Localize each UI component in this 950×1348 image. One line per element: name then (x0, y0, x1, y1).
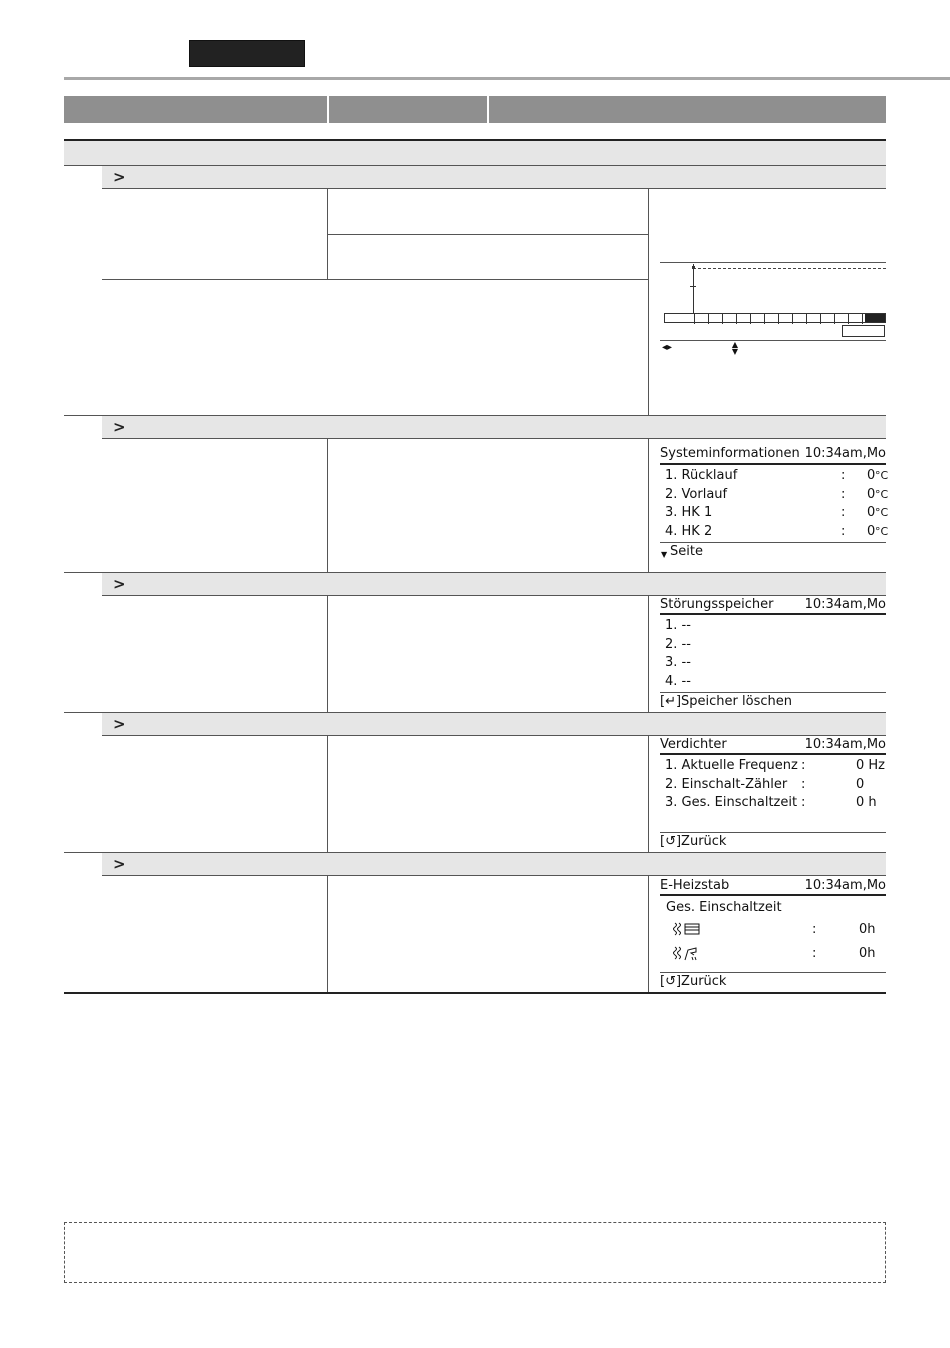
table-header-divider (327, 96, 329, 123)
screen-title: E-Heizstab (660, 878, 730, 893)
screen-time: 10:34am,Mo (804, 446, 886, 461)
col-divider (327, 875, 328, 992)
chevron-right-icon: > (113, 855, 126, 873)
arrow-down-icon: ▼ (661, 550, 668, 559)
screen-footer: [↵]Speicher löschen (660, 694, 792, 709)
table-header (64, 96, 886, 123)
row-rule (102, 279, 648, 280)
category-row (64, 141, 886, 165)
col-divider (648, 595, 649, 712)
section-row-5 (102, 853, 886, 875)
col-divider (648, 188, 649, 415)
col-divider (648, 438, 649, 572)
list-item: 1. Rücklauf : 0 °C (665, 468, 889, 483)
screen-time: 10:34am,Mo (804, 597, 886, 612)
screen-title: Systeminformationen (660, 446, 800, 461)
col-divider (648, 735, 649, 852)
chevron-right-icon: > (113, 575, 126, 593)
list-item: 2. Einschalt-Zähler : 0 (665, 776, 865, 792)
list-item: 3. HK 1 : 0 °C (665, 505, 889, 520)
col-divider (327, 595, 328, 712)
list-item: : 0h (666, 942, 886, 966)
table-header-divider (487, 96, 489, 123)
col-divider (327, 735, 328, 852)
left-right-arrow-icon: ◂▸ (662, 342, 673, 353)
hot-water-icon (672, 946, 702, 962)
note-box (64, 1222, 886, 1283)
list-item: 1. Aktuelle Frequenz : 0 Hz (665, 758, 886, 773)
chevron-right-icon: > (113, 715, 126, 733)
chevron-right-icon: > (113, 168, 126, 186)
list-item: 3. -- (665, 655, 691, 670)
timer-graph-screen (660, 262, 886, 362)
up-down-arrow-icon: ▲ ▼ (731, 340, 739, 356)
list-item: 2. -- (665, 636, 691, 652)
enter-key-icon: [↵] (660, 694, 682, 709)
compressor-screen (660, 736, 886, 851)
row-rule (102, 188, 886, 189)
section-row-3 (102, 573, 886, 595)
col-divider (648, 875, 649, 992)
row-rule (102, 438, 886, 439)
row-rule (327, 234, 648, 235)
back-key-icon: [↺] (660, 974, 682, 989)
table-bottom-rule (64, 992, 886, 994)
system-info-screen (660, 446, 889, 561)
section-row-2 (102, 416, 886, 438)
heater-screen (660, 877, 886, 991)
screen-footer: [↺]Zurück (660, 834, 727, 849)
top-divider (64, 77, 950, 80)
heating-icon (672, 922, 702, 936)
list-item: 4. HK 2 : 0 °C (665, 523, 889, 539)
screen-footer: [↺]Zurück (660, 974, 727, 989)
screen-title: Störungsspeicher (660, 597, 774, 612)
section-row-1 (102, 166, 886, 188)
screen-title: Verdichter (660, 737, 727, 752)
list-item: 2. Vorlauf : 0 °C (665, 486, 889, 502)
section-tab (189, 40, 305, 67)
error-memory-screen (660, 596, 886, 711)
list-item: : 0h (666, 918, 886, 942)
screen-footer: ▼ Seite (660, 543, 886, 561)
back-key-icon: [↺] (660, 834, 682, 849)
list-item: 3. Ges. Einschaltzeit : 0 h (665, 795, 877, 810)
screen-time: 10:34am,Mo (804, 737, 886, 752)
row-rule (102, 875, 886, 876)
screen-time: 10:34am,Mo (804, 878, 886, 893)
list-item: 4. -- (665, 673, 691, 689)
list-item: 1. -- (665, 618, 691, 633)
timer-bar (664, 313, 886, 323)
chevron-right-icon: > (113, 418, 126, 436)
col-divider (327, 438, 328, 572)
timer-value-box (842, 325, 885, 337)
section-row-4 (102, 713, 886, 735)
screen-subtitle: Ges. Einschaltzeit (666, 900, 782, 915)
